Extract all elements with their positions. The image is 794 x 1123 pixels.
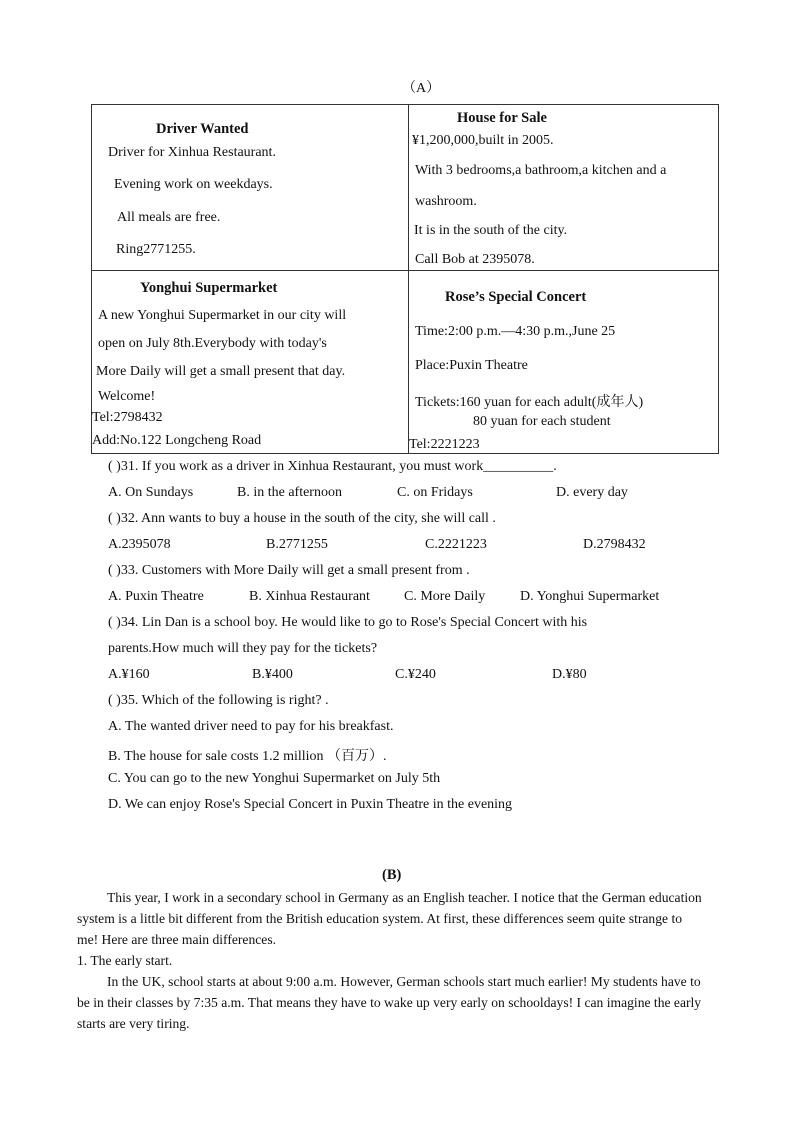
question-stem: ( )33. Customers with More Daily will get a small present from . — [108, 563, 470, 578]
ad-concert-tel: Tel:2221223 — [409, 437, 480, 452]
option-b: B.¥400 — [252, 667, 293, 682]
ad-concert-line: 80 yuan for each student — [473, 414, 611, 429]
ad-concert-line: Tickets:160 yuan for each adult(成年人) — [415, 395, 644, 410]
option-c: C.¥240 — [395, 667, 436, 682]
ads-divider-horizontal — [91, 270, 719, 271]
ad-supermarket-line: Welcome! — [98, 389, 156, 404]
ad-supermarket-line: More Daily will get a small present that day. — [96, 364, 346, 379]
option-b: B. in the afternoon — [237, 485, 342, 500]
ad-concert-title: Rose’s Special Concert — [445, 289, 587, 305]
ad-supermarket-tel: Tel:2798432 — [92, 410, 163, 425]
ads-divider-vertical — [408, 104, 409, 454]
ad-supermarket-line: A new Yonghui Supermarket in our city will — [98, 308, 347, 323]
option-c: C. More Daily — [404, 589, 486, 604]
option-d: D.2798432 — [583, 537, 646, 552]
option-d: D. Yonghui Supermarket — [520, 589, 660, 604]
question-stem-continued: parents.How much will they pay for the tickets? — [108, 641, 378, 656]
question-stem: ( )35. Which of the following is right? . — [108, 693, 329, 708]
question-stem: ( )34. Lin Dan is a school boy. He would like to go to Rose's Special Concert with his — [108, 615, 588, 630]
option-d: D. every day — [556, 485, 628, 500]
ad-driver-line: Driver for Xinhua Restaurant. — [108, 145, 276, 160]
paragraph: This year, I work in a secondary school in Germany as an English teacher. I notice that the German education system is a little bit different from the British education system. At first, these differences seem quite strange to me! Here are three main differences. — [77, 890, 702, 947]
option-b: B.2771255 — [266, 537, 328, 552]
ad-driver-line: Evening work on weekdays. — [114, 177, 273, 192]
option-a: A.¥160 — [108, 667, 150, 682]
option-d: D.¥80 — [552, 667, 587, 682]
ad-driver-title: Driver Wanted — [156, 121, 249, 137]
ad-concert-line: Place:Puxin Theatre — [415, 358, 528, 373]
ad-supermarket-address: Add:No.122 Longcheng Road — [92, 433, 262, 448]
ad-house-line: It is in the south of the city. — [414, 223, 568, 238]
question-stem: ( )32. Ann wants to buy a house in the south of the city, she will call . — [108, 511, 496, 526]
option-a: A.2395078 — [108, 537, 171, 552]
ad-house-line: Call Bob at 2395078. — [415, 252, 535, 267]
ad-driver-line: All meals are free. — [117, 210, 221, 225]
option-a: A. Puxin Theatre — [108, 589, 204, 604]
paragraph: In the UK, school starts at about 9:00 a.m. However, German schools start much earlier! My students have to be in their classes by 7:35 a.m. That means they have to wake up very early on schooldays! I can imagine the early starts are very tiring. — [77, 974, 702, 1031]
option-a: A. The wanted driver need to pay for his breakfast. — [108, 719, 394, 734]
ad-house-line: ¥1,200,000,built in 2005. — [412, 133, 554, 148]
ad-house-line: With 3 bedrooms,a bathroom,a kitchen and a — [415, 163, 667, 178]
ad-supermarket-title: Yonghui Supermarket — [140, 280, 278, 296]
question-stem: ( )31. If you work as a driver in Xinhua Restaurant, you must work__________. — [108, 459, 557, 474]
ad-driver-line: Ring2771255. — [116, 242, 196, 257]
option-b: B. The house for sale costs 1.2 million （百万）. — [108, 749, 387, 764]
option-d: D. We can enjoy Rose's Special Concert in Puxin Theatre in the evening — [108, 797, 513, 812]
ad-supermarket-line: open on July 8th.Everybody with today's — [98, 336, 327, 351]
option-c: C. You can go to the new Yonghui Supermarket on July 5th — [108, 771, 441, 786]
section-b-passage — [77, 887, 702, 1034]
option-a: A. On Sundays — [108, 485, 194, 500]
option-c: C.2221223 — [425, 537, 487, 552]
option-c: C. on Fridays — [397, 485, 473, 500]
ad-concert-line: Time:2:00 p.m.—4:30 p.m.,June 25 — [415, 324, 616, 339]
ad-house-line: washroom. — [415, 194, 477, 209]
ad-house-title: House for Sale — [457, 110, 547, 126]
section-b-label: (B) — [382, 867, 402, 883]
option-b: B. Xinhua Restaurant — [249, 589, 370, 604]
subheading: 1. The early start. — [77, 953, 173, 968]
section-a-label: （A） — [402, 81, 441, 96]
